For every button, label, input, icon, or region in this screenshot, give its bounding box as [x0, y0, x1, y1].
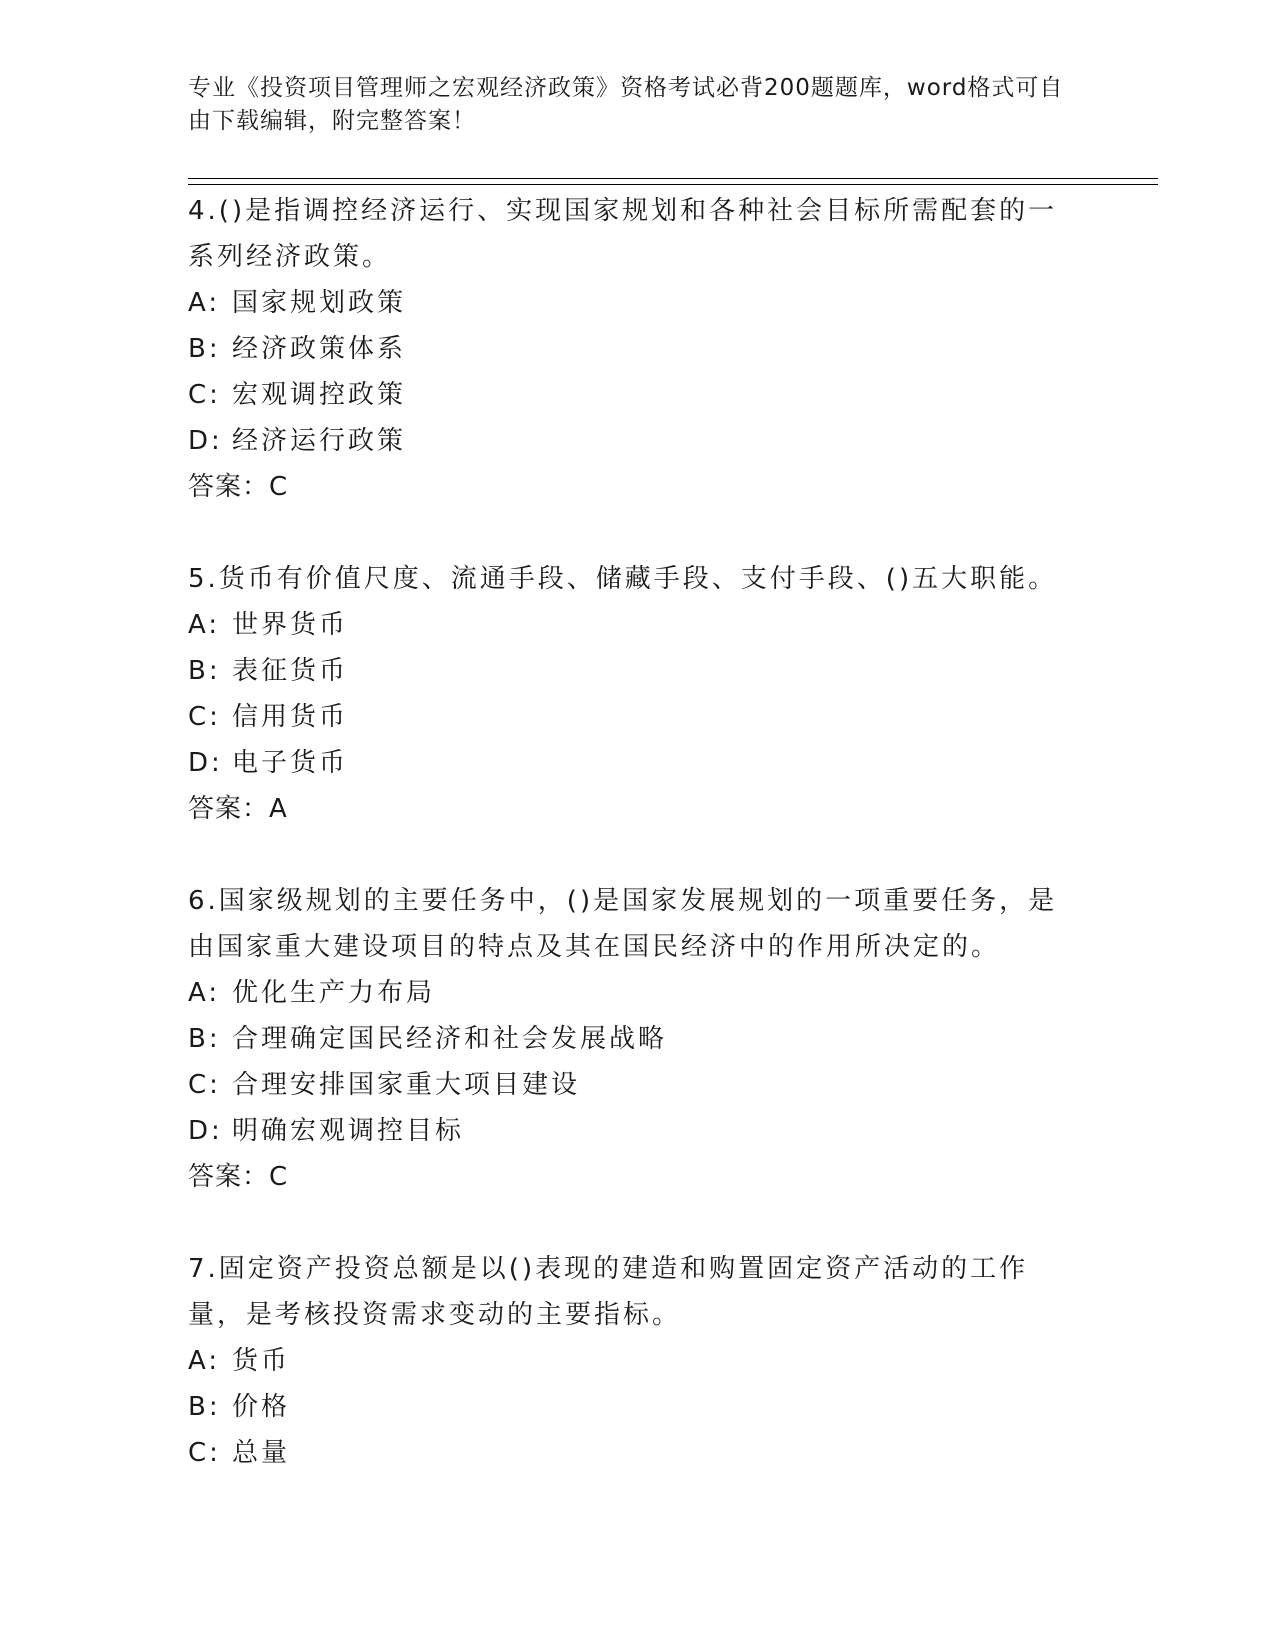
option-letter: D: — [188, 426, 223, 456]
option-text: 世界货币 — [232, 610, 349, 640]
question-6 — [188, 878, 1068, 1200]
answer-line: 答案：C — [188, 472, 289, 502]
option-letter: C: — [188, 702, 221, 732]
option-a — [188, 280, 1068, 326]
option-letter: A: — [188, 610, 221, 640]
option-text: 价格 — [232, 1392, 291, 1422]
option-letter: C: — [188, 380, 221, 410]
option-c — [188, 1430, 1068, 1476]
option-letter: A: — [188, 1346, 221, 1376]
question-stem: 5.货币有价值尺度、流通手段、储藏手段、支付手段、()五大职能。 — [188, 564, 1058, 594]
option-d — [188, 740, 1068, 786]
question-4 — [188, 188, 1068, 510]
option-letter: B: — [188, 656, 221, 686]
option-c — [188, 1062, 1068, 1108]
option-c — [188, 694, 1068, 740]
option-text: 总量 — [232, 1438, 291, 1468]
option-text: 优化生产力布局 — [232, 978, 436, 1008]
header-rule-bottom — [188, 184, 1158, 185]
option-letter: C: — [188, 1438, 221, 1468]
option-letter: A: — [188, 978, 221, 1008]
option-b — [188, 326, 1068, 372]
question-stem: 7.固定资产投资总额是以()表现的建造和购置固定资产活动的工作量，是考核投资需求变动的主要指标。 — [188, 1254, 1029, 1330]
option-b — [188, 1016, 1068, 1062]
option-letter: C: — [188, 1070, 221, 1100]
option-c — [188, 372, 1068, 418]
option-text: 合理确定国民经济和社会发展战略 — [232, 1024, 668, 1054]
answer-line: 答案：C — [188, 1162, 289, 1192]
option-letter: D: — [188, 748, 223, 778]
option-letter: B: — [188, 1024, 221, 1054]
option-a — [188, 1338, 1068, 1384]
option-text: 经济政策体系 — [232, 334, 407, 364]
option-text: 合理安排国家重大项目建设 — [232, 1070, 581, 1100]
question-5 — [188, 556, 1068, 832]
question-stem: 6.国家级规划的主要任务中，()是国家发展规划的一项重要任务，是由国家重大建设项目的特点及其在国民经济中的作用所决定的。 — [188, 886, 1058, 962]
option-letter: A: — [188, 288, 221, 318]
option-text: 经济运行政策 — [232, 426, 407, 456]
option-text: 信用货币 — [232, 702, 349, 732]
document-header: 专业《投资项目管理师之宏观经济政策》资格考试必背200题题库，word格式可自由下载编辑，附完整答案！ — [188, 75, 1064, 134]
option-b — [188, 1384, 1068, 1430]
option-letter: D: — [188, 1116, 223, 1146]
option-b — [188, 648, 1068, 694]
option-letter: B: — [188, 1392, 221, 1422]
option-d — [188, 1108, 1068, 1154]
option-text: 明确宏观调控目标 — [232, 1116, 465, 1146]
option-text: 宏观调控政策 — [232, 380, 407, 410]
option-a — [188, 970, 1068, 1016]
option-text: 电子货币 — [232, 748, 349, 778]
option-text: 表征货币 — [232, 656, 349, 686]
option-letter: B: — [188, 334, 221, 364]
answer-line: 答案：A — [188, 794, 288, 824]
option-d — [188, 418, 1068, 464]
question-list — [188, 188, 1068, 1476]
question-7 — [188, 1246, 1068, 1476]
question-stem: 4.()是指调控经济运行、实现国家规划和各种社会目标所需配套的一系列经济政策。 — [188, 196, 1058, 272]
header-rule-top — [188, 178, 1158, 179]
option-a — [188, 602, 1068, 648]
option-text: 货币 — [232, 1346, 291, 1376]
option-text: 国家规划政策 — [232, 288, 407, 318]
